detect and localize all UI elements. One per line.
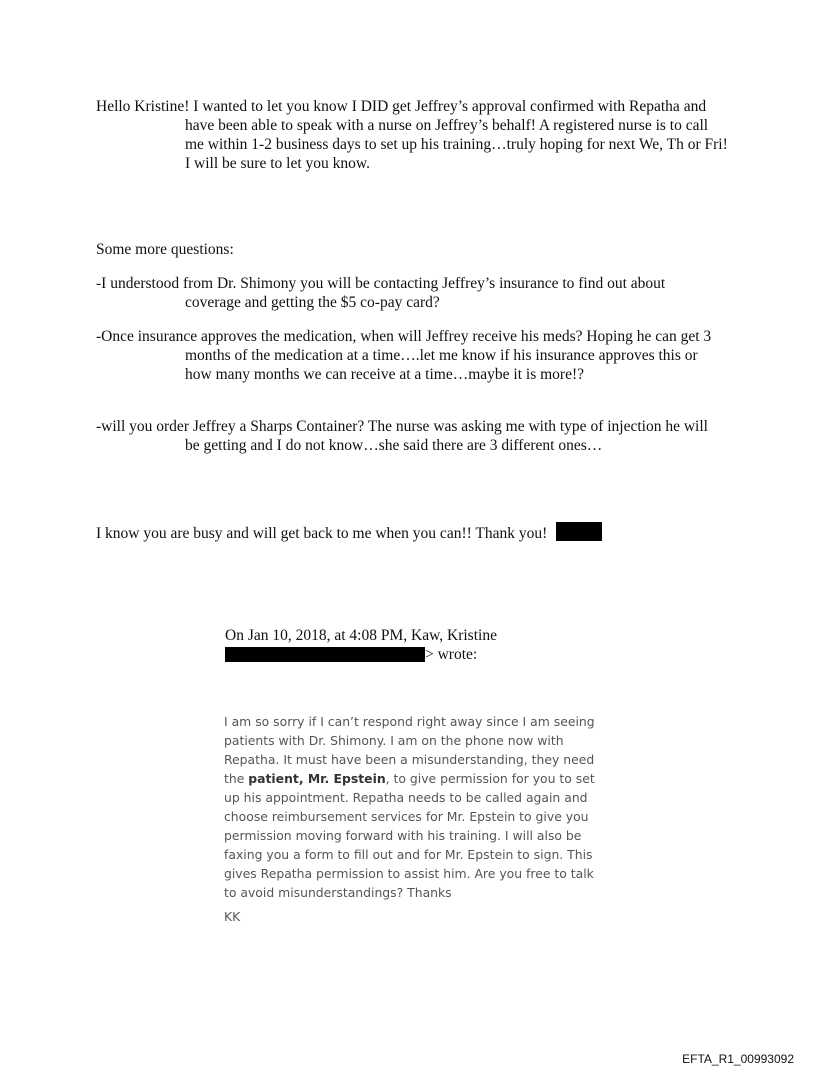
redacted-email-address	[225, 647, 425, 662]
question-item-1: -I understood from Dr. Shimony you will be contacting Jeffrey’s insurance to find out about coverage and getting the $5 co-pay card?	[96, 275, 666, 311]
quoted-header	[225, 626, 645, 664]
closing-text: I know you are busy and will get back to me when you can!! Thank you!	[96, 525, 548, 542]
quoted-signature: KK	[224, 909, 241, 924]
question-item-3: -will you order Jeffrey a Sharps Container? The nurse was asking me with type of injection he will be getting and I do not know…she said there are 3 different ones…	[96, 418, 708, 454]
quoted-header-line: On Jan 10, 2018, at 4:08 PM, Kaw, Kristine	[225, 627, 497, 644]
questions-intro: Some more questions:	[96, 241, 234, 258]
quoted-body-bold: patient, Mr. Epstein	[248, 771, 386, 786]
wrote-label: > wrote:	[425, 646, 478, 663]
document-id-footer: EFTA_R1_00993092	[682, 1052, 794, 1066]
question-item-2: -Once insurance approves the medication, when will Jeffrey receive his meds? Hoping he can get 3 months of the medication at a time….let me know if his insurance approves this or how many months we can receive at a time…maybe it is more!?	[96, 328, 712, 383]
redaction-block	[556, 522, 602, 541]
quoted-sender-line	[225, 645, 645, 664]
closing-line	[96, 522, 696, 543]
greeting-paragraph: Hello Kristine! I wanted to let you know I DID get Jeffrey’s approval confirmed with Repatha and have been able to speak with a nurse on Jeffrey’s behalf! A registered nurse is to call me within 1-2 business days to set up his training…truly hoping for next We, Th or Fri! I will be sure to let you know.	[96, 98, 728, 172]
quoted-body-part-2: , to give permission for you to set up his appointment. Repatha needs to be called again and choose reimbursement services for Mr. Epstein to give you permission moving forward with his training. I will also be faxing you a form to fill out and for Mr. Epstein to sign. This gives Repatha permission to assist him. Are you free to talk to avoid misunderstandings? Thanks	[224, 771, 595, 900]
quoted-body-part-1: I am so sorry if I can’t respond right away since I am seeing patients with Dr. Shimony. I am on the phone now with Repatha. It must have been a misunderstanding, they need the	[224, 714, 595, 786]
quoted-message-body	[224, 712, 596, 902]
